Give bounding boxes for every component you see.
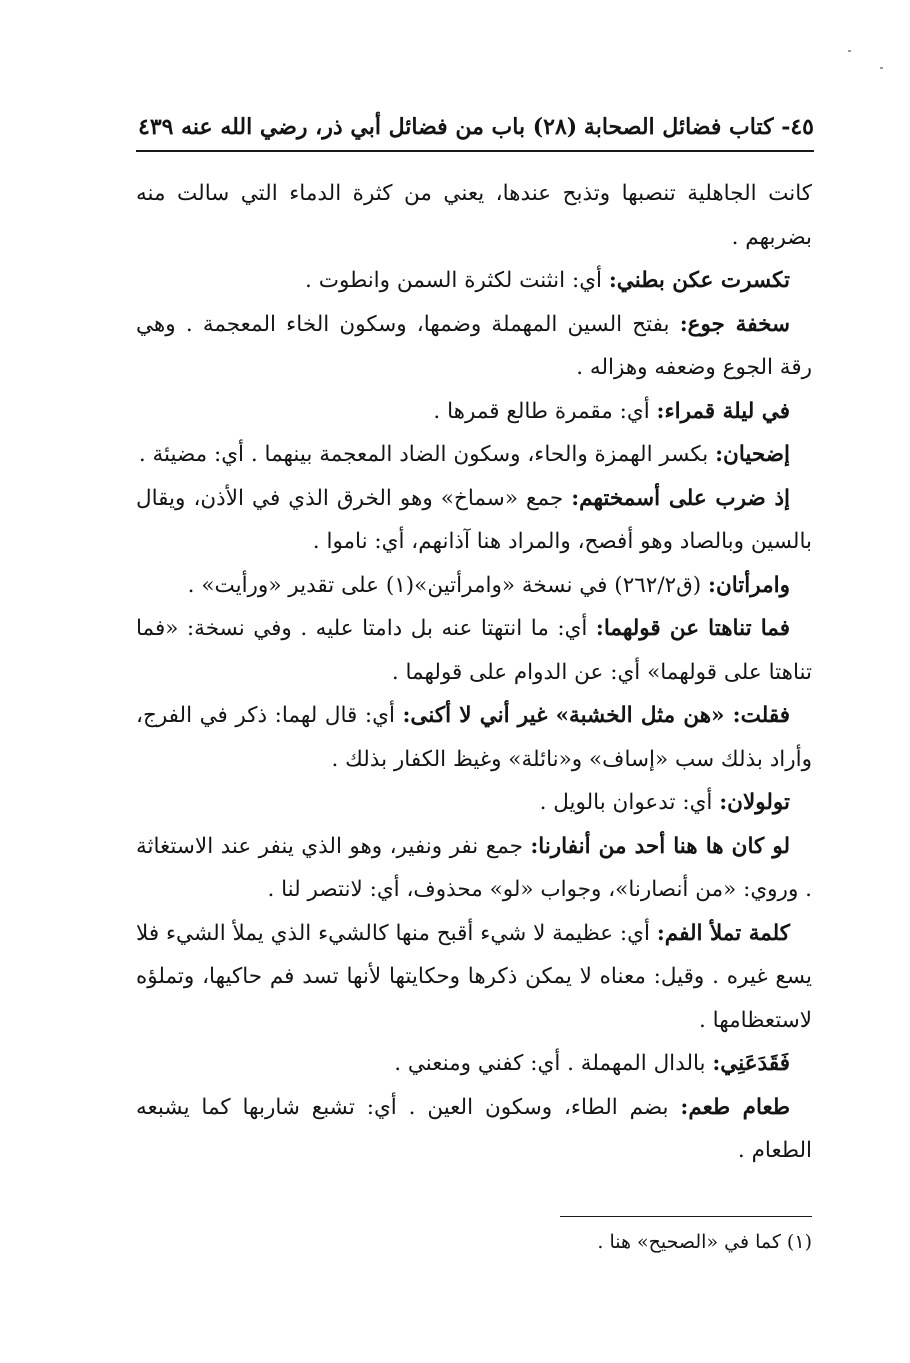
gloss-explanation: أي: عظيمة لا شيء أقبح منها كالشيء الذي يملأ الشيء فلا يسع غيره . وقيل: معناه لا يمكن ذكرها وحكايتها لأنها تسد فم حاكيها، وتملؤه لاستعظامها . (136, 920, 812, 1033)
gloss-explanation: كانت الجاهلية تنصبها وتذبح عندها، يعني من كثرة الدماء التي سالت منه بضربهم . (136, 181, 812, 250)
gloss-term: سخفة جوع: (679, 311, 790, 337)
header-rule (136, 150, 814, 152)
gloss-entry (136, 1042, 812, 1086)
gloss-term: فَقَدَعَنِي: (712, 1051, 790, 1076)
gloss-explanation: بالدال المهملة . أي: كفني ومنعني . (394, 1051, 713, 1076)
gloss-entry (136, 825, 812, 912)
gloss-entry (136, 781, 812, 825)
gloss-entry (136, 433, 812, 477)
scan-speck (880, 67, 883, 69)
gloss-entry (136, 564, 812, 608)
gloss-entry (136, 912, 812, 1043)
gloss-term: فما تناهتا عن قولهما: (595, 616, 790, 641)
gloss-entry (136, 477, 812, 564)
gloss-term: طعام طعم: (680, 1094, 790, 1120)
gloss-explanation: بضم الطاء، وسكون العين . أي: تشبع شاربها كما يشبعه الطعام . (136, 1094, 812, 1163)
gloss-term: في ليلة قمراء: (656, 398, 790, 424)
gloss-explanation: (ق٢٦٢/٢) في نسخة «وامرأتين»(١) على تقدير «ورأيت» . (187, 572, 709, 598)
gloss-term: تكسرت عكن بطني: (608, 268, 790, 293)
gloss-explanation: بكسر الهمزة والحاء، وسكون الضاد المعجمة بينهما . أي: مضيئة . (138, 442, 716, 467)
gloss-term: تولولان: (719, 790, 790, 815)
gloss-explanation: بفتح السين المهملة وضمها، وسكون الخاء المعجمة . وهي رقة الجوع وضعفه وهزاله . (136, 311, 812, 380)
gloss-term: إضحيان: (715, 442, 790, 467)
gloss-term: إذ ضرب على أسمختهم: (571, 485, 790, 511)
header-chapter-title: ٤٥- كتاب فضائل الصحابة (583, 114, 814, 140)
gloss-entry (136, 694, 812, 781)
gloss-term: كلمة تملأ الفم: (656, 920, 791, 946)
gloss-entry (136, 259, 812, 303)
gloss-term: وامرأتان: (708, 572, 790, 598)
gloss-entry (136, 390, 812, 434)
gloss-entry (136, 1086, 812, 1173)
gloss-explanation: جمع «سماخ» وهو الخرق الذي في الأذن، ويقال بالسين وبالصاد وهو أفصح، والمراد هنا آذانهم، أي: ناموا . (136, 485, 812, 554)
running-header (138, 108, 814, 148)
gloss-term: لو كان ها هنا أحد من أنفارنا: (530, 833, 790, 859)
gloss-explanation: أي: قال لهما: ذكر في الفرج، وأراد بذلك سب «إساف» و«نائلة» وغيظ الكفار بذلك . (136, 703, 812, 772)
commentary-text (136, 172, 812, 1173)
gloss-term: فقلت: «هن مثل الخشبة» غير أني لا أكنى: (402, 703, 791, 728)
gloss-explanation: أي: ما انتهتا عنه بل دامتا عليه . وفي نسخة: «فما تناهتا على قولهما» أي: عن الدوام على قولهما . (136, 616, 812, 685)
header-section-title-page-number: (٢٨) باب من فضائل أبي ذر، رضي الله عنه ٤٣٩ (138, 114, 578, 140)
gloss-entry (136, 303, 812, 390)
footnote-rule (560, 1216, 812, 1217)
gloss-entry (136, 172, 812, 259)
gloss-explanation: أي: مقمرة طالع قمرها . (433, 398, 657, 424)
gloss-explanation: أي: تدعوان بالويل . (539, 790, 720, 815)
scan-speck (848, 50, 851, 52)
gloss-explanation: جمع نفر ونفير، وهو الذي ينفر عند الاستغاثة . وروي: «من أنصارنا»، وجواب «لو» محذوف، أي: لانتصر لنا . (136, 833, 812, 902)
gloss-explanation: أي: انثنت لكثرة السمن وانطوت . (305, 268, 609, 293)
gloss-entry (136, 607, 812, 694)
footnote: (١) كما في «الصحيح» هنا . (597, 1231, 812, 1253)
